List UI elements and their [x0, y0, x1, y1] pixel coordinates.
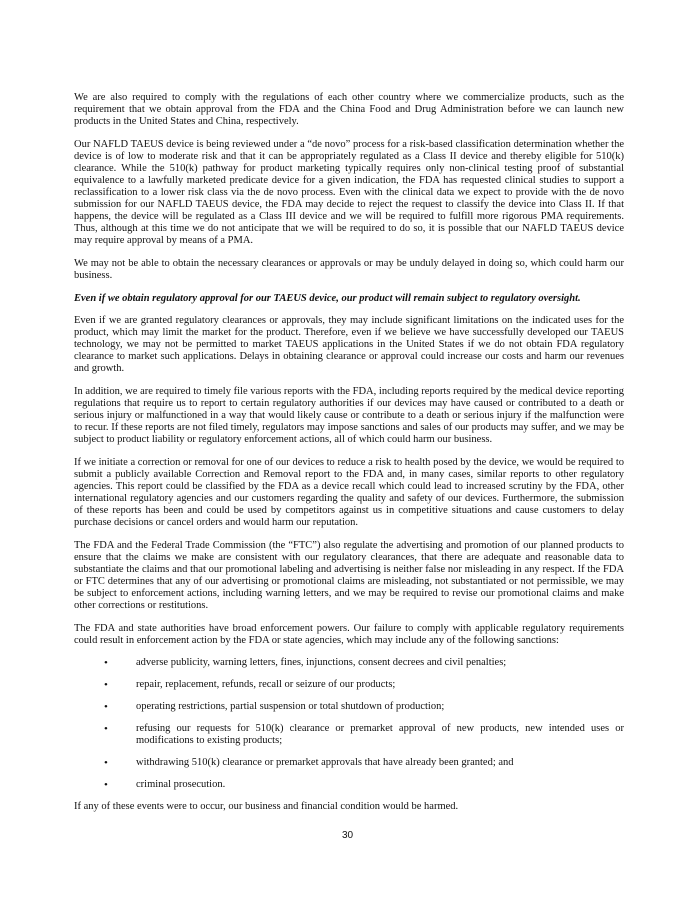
bullet-icon: • [104, 779, 108, 791]
bullet-icon: • [104, 723, 108, 735]
section-heading-regulatory-oversight: Even if we obtain regulatory approval for our TAEUS device, our product will remain subject to regulatory oversight. [74, 293, 581, 304]
list-item-text: criminal prosecution. [136, 779, 226, 790]
paragraph-enforcement-powers: The FDA and state authorities have broad enforcement powers. Our failure to comply with applicable regulatory requirements could result in enforcement action by the FDA or state agencies, which may include any of the following sanctions: [74, 623, 624, 646]
list-item [74, 757, 624, 769]
paragraph-consequences: If any of these events were to occur, our business and financial condition would be harmed. [74, 801, 459, 812]
paragraph-clearance-limitations: Even if we are granted regulatory clearances or approvals, they may include significant limitations on the indicated uses for the product, which may limit the market for the product. Therefore, even if we believe we have successfully developed our TAEUS technology, we may not be permitted to market TAEUS applications in the United States if we do not obtain FDA regulatory clearance to market such applications. Delays in obtaining clearance or approval could increase our costs and harm our revenues and growth. [74, 315, 624, 374]
list-item-text: adverse publicity, warning letters, fines, injunctions, consent decrees and civil penalties; [136, 657, 507, 668]
bullet-icon: • [104, 701, 108, 713]
list-item [74, 701, 624, 713]
list-item [74, 657, 624, 669]
bullet-icon: • [104, 757, 108, 769]
list-item-text: withdrawing 510(k) clearance or premarket approvals that have already been granted; and [136, 757, 514, 768]
paragraph-fda-reporting: In addition, we are required to timely file various reports with the FDA, including reports required by the medical device reporting regulations that require us to report to certain regulatory authorities if our devices may have caused or contributed to a death or serious injury or malfunctioned in a way that would likely cause or contribute to a death or serious injury if the malfunction were to recur. If these reports are not filed timely, regulators may impose sanctions and sales of our products may suffer, and we may be subject to product liability or regulatory enforcement actions, all of which could harm our business. [74, 386, 624, 445]
bullet-icon: • [104, 657, 108, 669]
paragraph-de-novo-process: Our NAFLD TAEUS device is being reviewed under a “de novo” process for a risk-based classification determination whether the device is of low to moderate risk and that it can be appropriately regulated as a Class II device and thereby eligible for 510(k) clearance. While the 510(k) pathway for product marketing typically requires only non-clinical testing proof of substantial equivalence to a lawfully marketed predicate device for a given indication, the FDA has requested clinical studies to support a reclassification to a lower risk class via the de novo process. Even with the clinical data we expect to provide with the de novo submission for our NAFLD TAEUS device, the FDA may decide to reject the request to classify the device into Class II. If that happens, the device will be regulated as a Class III device and we will be required to fulfill more rigorous PMA requirements. Thus, although at this time we do not anticipate that we will be required to do so, it is possible that our NAFLD TAEUS device may require approval by means of a PMA. [74, 139, 624, 246]
list-item-text: refusing our requests for 510(k) clearance or premarket approval of new products, new intended uses or modifications to existing products; [136, 723, 624, 746]
paragraph-foreign-regulations: We are also required to comply with the regulations of each other country where we commercialize products, such as the requirement that we obtain approval from the FDA and the China Food and Drug Administration before we can launch new products in the United States and China, respectively. [74, 92, 624, 127]
paragraph-clearance-delay: We may not be able to obtain the necessary clearances or approvals or may be unduly delayed in doing so, which could harm our business. [74, 258, 624, 281]
list-item [74, 679, 624, 691]
paragraph-ftc-advertising: The FDA and the Federal Trade Commission (the “FTC”) also regulate the advertising and promotion of our planned products to ensure that the claims we make are consistent with our regulatory clearances, that there are adequate and reasonable data to substantiate the claims and that our promotional labeling and advertising is neither false nor misleading in any respect. If the FDA or FTC determines that any of our advertising or promotional claims are misleading, not substantiated or not permissible, we may be subject to enforcement actions, including warning letters, and we may be required to revise our promotional claims and make other corrections or restitutions. [74, 540, 624, 611]
bullet-icon: • [104, 679, 108, 691]
list-item-text: repair, replacement, refunds, recall or seizure of our products; [136, 679, 396, 690]
list-item-text: operating restrictions, partial suspension or total shutdown of production; [136, 701, 445, 712]
list-item [74, 723, 624, 747]
document-page [74, 92, 624, 824]
page-number: 30 [341, 830, 354, 841]
paragraph-correction-removal: If we initiate a correction or removal for one of our devices to reduce a risk to health posed by the device, we would be required to submit a publicly available Correction and Removal report to the FDA and, in many cases, similar reports to other regulatory agencies. This report could be classified by the FDA as a device recall which could lead to increased scrutiny by the FDA, other international regulatory agencies and our customers regarding the quality and safety of our devices. Furthermore, the submission of these reports has been and could be used by competitors against us in competitive situations and cause customers to delay purchase decisions or cancel orders and would harm our reputation. [74, 457, 624, 528]
list-item [74, 779, 624, 791]
sanctions-list [74, 657, 624, 791]
